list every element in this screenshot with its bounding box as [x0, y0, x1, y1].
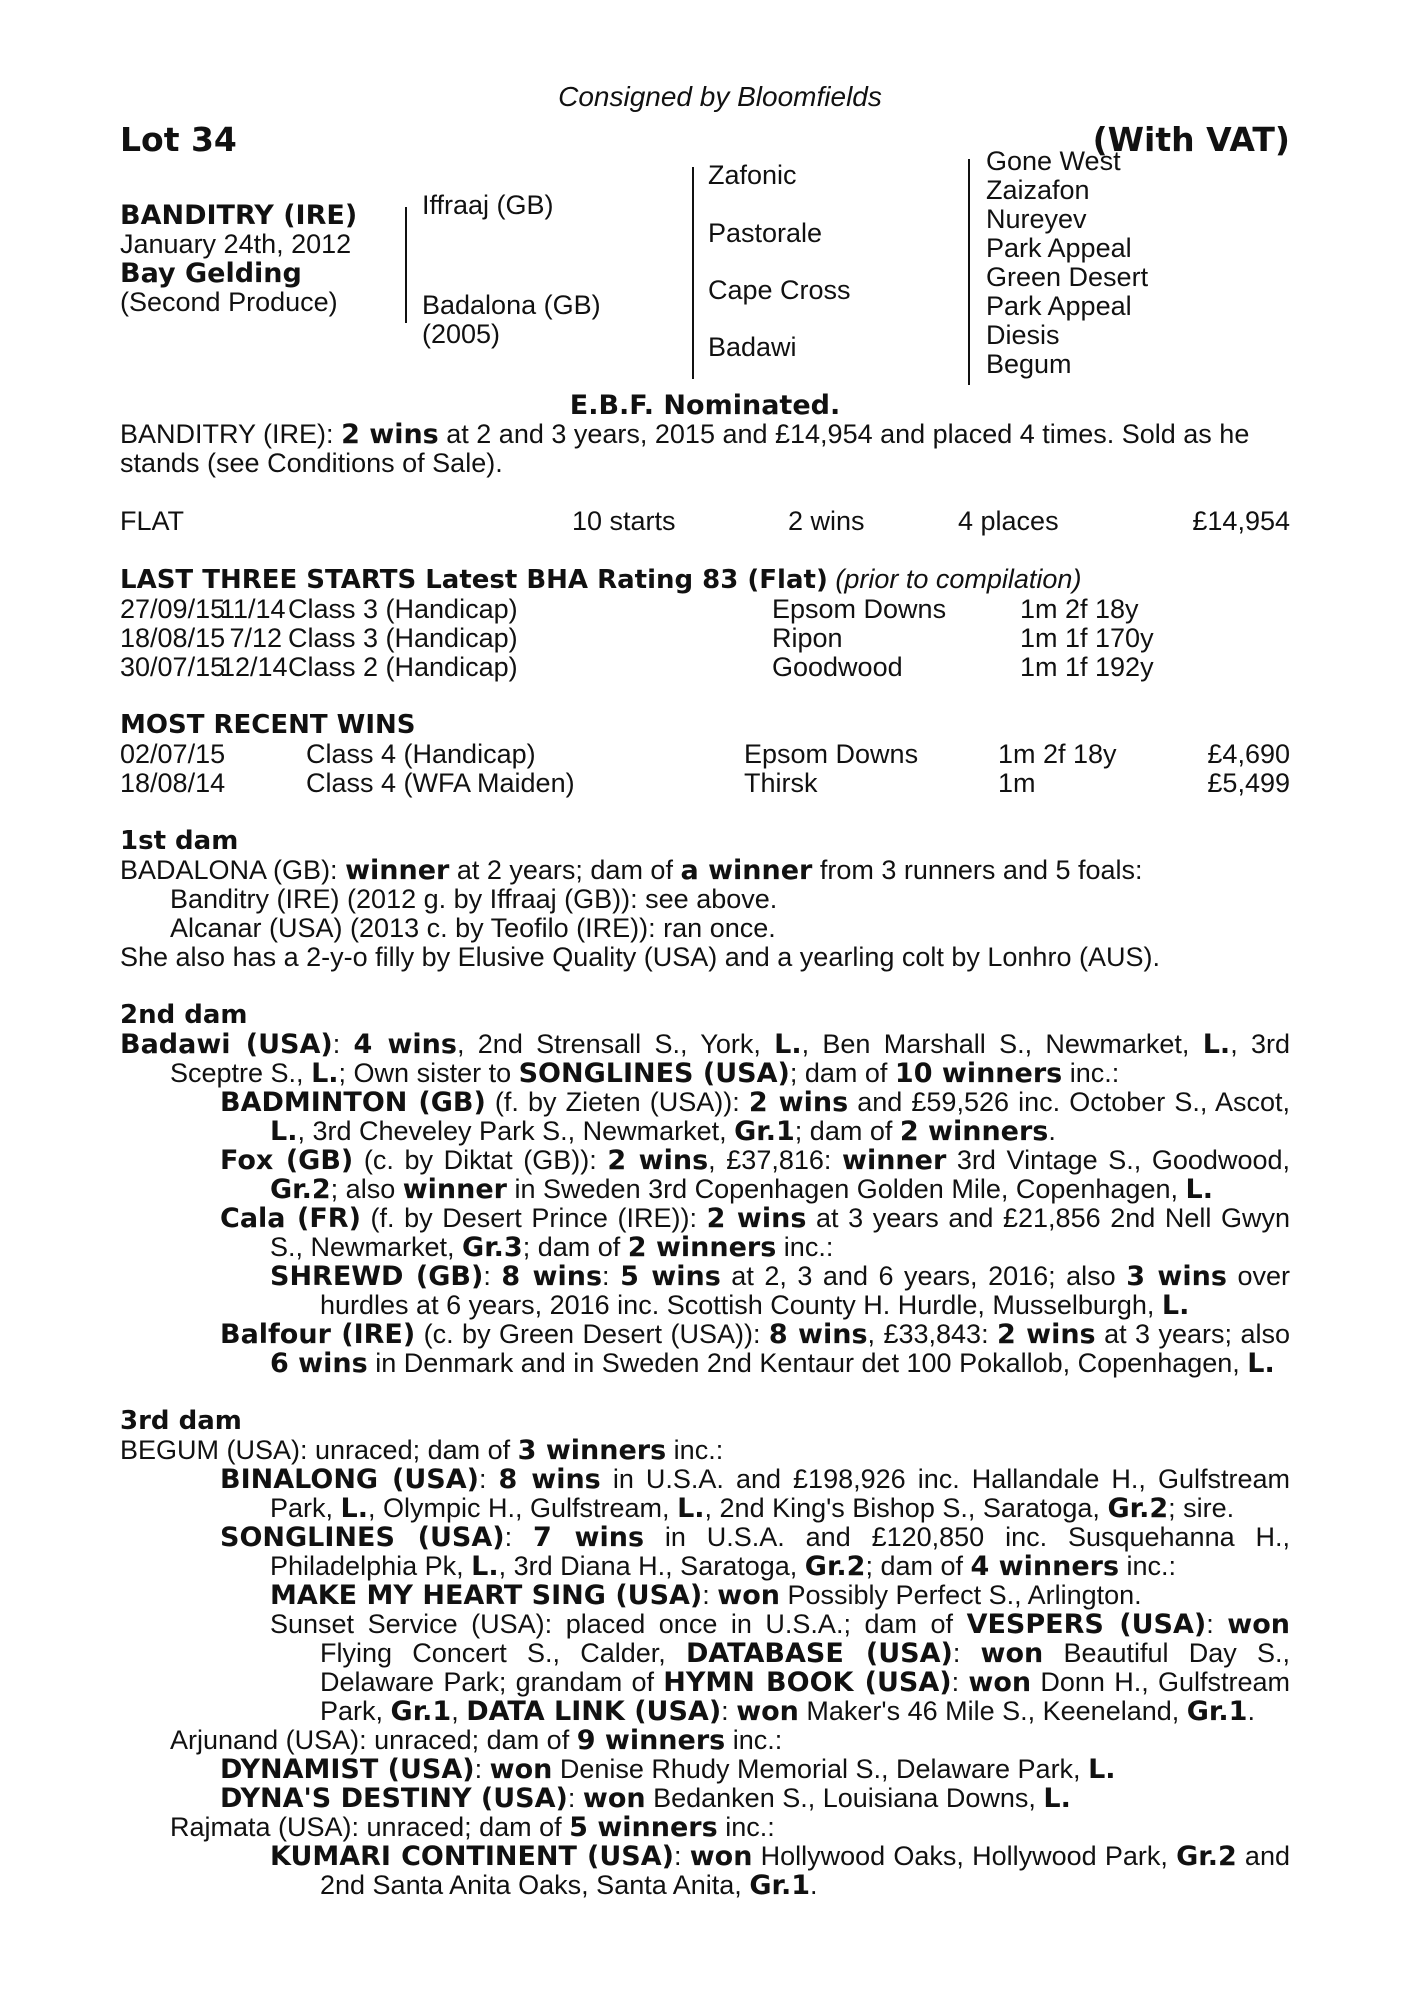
- progeny-entry: SHREWD (GB): 8 wins: 5 wins at 2, 3 and 6 years, 2016; also 3 wins over hurdles at 6 years, 2016 inc. Scottish County H. Hurdle, Musselburgh, L.: [270, 1261, 1290, 1321]
- progeny-entry: Fox (GB) (c. by Diktat (GB)): 2 wins, £37,816: winner 3rd Vintage S., Goodwood, Gr.2; also winner in Sweden 3rd Copenhagen Golden Mile, Copenhagen, L.: [220, 1145, 1290, 1205]
- progeny-entry: DYNA'S DESTINY (USA): won Bedanken S., Louisiana Downs, L.: [220, 1783, 1071, 1814]
- progeny-entry: BADMINTON (GB) (f. by Zieten (USA)): 2 wins and £59,526 inc. October S., Ascot, L., 3rd Cheveley Park S., Newmarket, Gr.1; dam of 2 winners.: [220, 1087, 1291, 1147]
- pedigree-granddam: Badawi: [708, 332, 797, 362]
- first-dam-heading: 1st dam: [120, 826, 239, 856]
- recent-wins: [120, 740, 1290, 798]
- start-row: 18/08/15 7/12 Class 3 (Handicap) Ripon 1m 1f 170y: [120, 623, 1154, 653]
- progeny-entry: KUMARI CONTINENT (USA): won Hollywood Oaks, Hollywood Park, Gr.2 and 2nd Santa Anita Oaks, Santa Anita, Gr.1.: [270, 1841, 1290, 1901]
- win-row: 18/08/14 Class 4 (WFA Maiden) Thirsk 1m £5,499: [120, 768, 1290, 798]
- pedigree-ancestor: Diesis: [986, 320, 1060, 350]
- third-dam-heading: 3rd dam: [120, 1406, 242, 1436]
- start-row: 27/09/15 11/14 Class 3 (Handicap) Epsom Downs 1m 2f 18y: [120, 594, 1139, 624]
- catalogue-page: [120, 82, 1290, 1900]
- race-summary: BANDITRY (IRE): 2 wins at 2 and 3 years, 2015 and £14,954 and placed 4 times. Sold as he stands (see Conditions of Sale).: [120, 419, 1250, 478]
- pedigree-dam: [422, 291, 601, 349]
- horse-name: BANDITRY (IRE): [120, 200, 358, 231]
- vat-status: (With VAT): [1092, 120, 1290, 159]
- pedigree-ancestor: Begum: [986, 349, 1072, 379]
- pedigree-granddam: Pastorale: [708, 218, 823, 248]
- produce-entry: Banditry (IRE) (2012 g. by Iffraaj (GB)): see above.: [170, 884, 778, 914]
- pedigree-ancestor: Nureyev: [986, 204, 1087, 234]
- produce-entry: Alcanar (USA) (2013 c. by Teofilo (IRE)): ran once.: [170, 913, 776, 943]
- pedigree-ancestor: Park Appeal: [986, 291, 1132, 321]
- progeny-entry: SONGLINES (USA): 7 wins in U.S.A. and £120,850 inc. Susquehanna H., Philadelphia Pk, L., 3rd Diana H., Saratoga, Gr.2; dam of 4 winners inc.:: [220, 1522, 1290, 1582]
- progeny-entry: Balfour (IRE) (c. by Green Desert (USA)): 8 wins, £33,843: 2 wins at 3 years; also 6 wins in Denmark and in Sweden 2nd Kentaur det 100 Pokallob, Copenhagen, L.: [220, 1319, 1290, 1379]
- pedigree-dam-name: Badalona (GB): [422, 290, 601, 320]
- record-type: FLAT: [120, 506, 185, 536]
- record-starts: 10 starts: [572, 506, 676, 536]
- horse-produce: (Second Produce): [120, 287, 338, 317]
- consignor-line: Consigned by Bloomfields: [558, 81, 882, 112]
- horse-sex: Bay Gelding: [120, 258, 302, 289]
- pedigree-divider: [405, 207, 407, 323]
- dam-note: She also has a 2-y-o filly by Elusive Quality (USA) and a yearling colt by Lonhro (AUS).: [120, 942, 1160, 972]
- pedigree-ancestor: Green Desert: [986, 262, 1149, 292]
- pedigree-ancestor: Park Appeal: [986, 233, 1132, 263]
- pedigree-third-generation: [986, 147, 1148, 379]
- progeny-entry: DYNAMIST (USA): won Denise Rhudy Memorial S., Delaware Park, L.: [220, 1754, 1116, 1785]
- pedigree-dam-year: (2005): [422, 319, 501, 349]
- flat-record: [120, 507, 1290, 536]
- record-earnings: £14,954: [1192, 506, 1290, 536]
- lot-number: Lot 34: [120, 120, 237, 159]
- pedigree-ancestor: Zaizafon: [986, 175, 1090, 205]
- first-dam-entry: BADALONA (GB): winner at 2 years; dam of a winner from 3 runners and 5 foals:: [120, 855, 1143, 886]
- progeny-entry: BINALONG (USA): 8 wins in U.S.A. and £198,926 inc. Hallandale H., Gulfstream Park, L., Olympic H., Gulfstream, L., 2nd King's Bishop S., Saratoga, Gr.2; sire.: [220, 1464, 1290, 1524]
- progeny-entry: Sunset Service (USA): placed once in U.S.A.; dam of VESPERS (USA): won Flying Concert S., Calder, DATABASE (USA): won Beautiful Day S., Delaware Park; grandam of HYMN BOOK (USA): won Donn H., Gulfstream Park, Gr.1, DATA LINK (USA): won Maker's 46 Mile S., Keeneland, Gr.1.: [270, 1609, 1291, 1727]
- start-row: 30/07/15 12/14 Class 2 (Handicap) Goodwood 1m 1f 192y: [120, 652, 1154, 682]
- pedigree-divider: [692, 167, 694, 379]
- pedigree-table: [120, 146, 1290, 391]
- ebf-nomination: E.B.F. Nominated.: [569, 390, 841, 421]
- win-row: 02/07/15 Class 4 (Handicap) Epsom Downs 1m 2f 18y £4,690: [120, 739, 1290, 769]
- third-dam-entry: BEGUM (USA): unraced; dam of 3 winners inc.:: [120, 1435, 724, 1466]
- horse-details: [120, 201, 357, 317]
- recent-wins-heading: MOST RECENT WINS: [120, 710, 416, 740]
- second-dam-entry: Badawi (USA): 4 wins, 2nd Strensall S., York, L., Ben Marshall S., Newmarket, L., 3rd Sceptre S., L.; Own sister to SONGLINES (USA); dam of 10 winners inc.:: [120, 1029, 1291, 1089]
- record-places: 4 places: [958, 506, 1059, 536]
- horse-dob: January 24th, 2012: [120, 229, 352, 259]
- family-member-entry: Rajmata (USA): unraced; dam of 5 winners inc.:: [170, 1812, 775, 1843]
- family-member-entry: Arjunand (USA): unraced; dam of 9 winners inc.:: [170, 1725, 783, 1756]
- pedigree-ancestor: Gone West: [986, 146, 1121, 176]
- second-dam-heading: 2nd dam: [120, 1000, 248, 1030]
- progeny-entry: MAKE MY HEART SING (USA): won Possibly Perfect S., Arlington.: [270, 1580, 1142, 1611]
- last-three-heading: LAST THREE STARTS Latest BHA Rating 83 (Flat) (prior to compilation): [120, 564, 1082, 595]
- last-three-starts: [120, 595, 1290, 682]
- pedigree-divider: [968, 159, 970, 385]
- record-wins: 2 wins: [788, 506, 865, 536]
- pedigree-sire: Iffraaj (GB): [422, 190, 554, 220]
- pedigree-grandsire: Zafonic: [708, 160, 797, 190]
- pedigree-grandsire: Cape Cross: [708, 275, 851, 305]
- progeny-entry: Cala (FR) (f. by Desert Prince (IRE)): 2 wins at 3 years and £21,856 2nd Nell Gwyn S., Newmarket, Gr.3; dam of 2 winners inc.:: [220, 1203, 1290, 1263]
